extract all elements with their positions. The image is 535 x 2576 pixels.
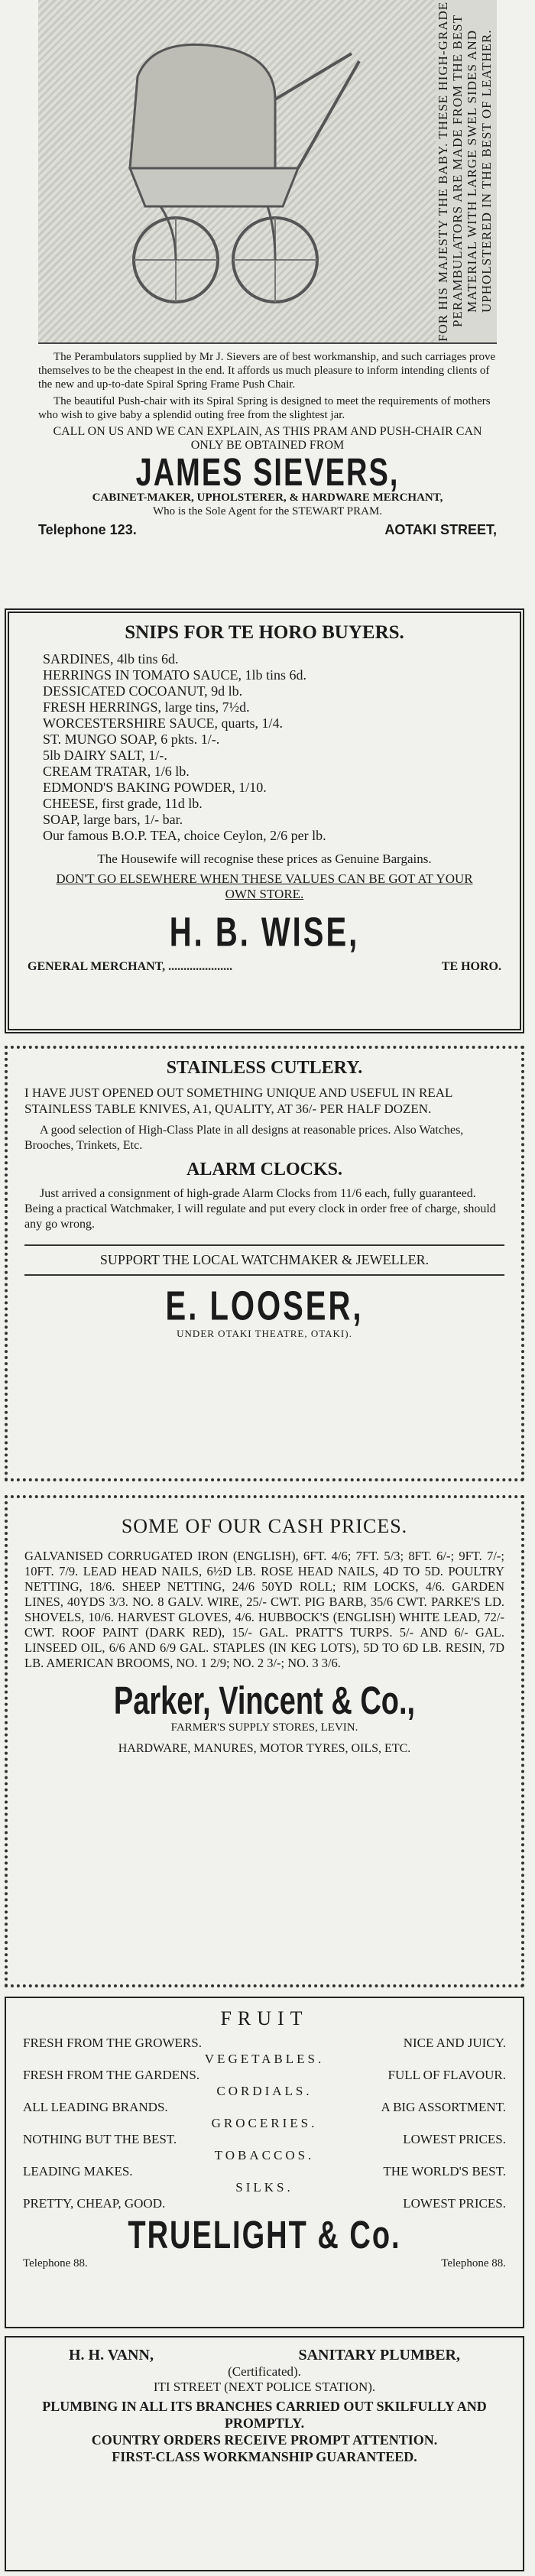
wise-item: CHEESE, first grade, 11d lb. — [43, 796, 203, 811]
parker-footer: HARDWARE, MANURES, MOTOR TYRES, OILS, ETC. — [118, 1742, 411, 1755]
truelight-row-right: A BIG ASSORTMENT. — [381, 2100, 506, 2114]
wise-item: HERRINGS IN TOMATO SAUCE, 1lb tins 6d. — [43, 667, 307, 683]
looser-plate: A good selection of High-Class Plate in all designs at reasonable prices. Also Watches, Brooches, Trinkets, Etc. — [24, 1124, 464, 1152]
vann-line-3: FIRST-CLASS WORKMANSHIP GUARANTEED. — [112, 2449, 417, 2464]
truelight-row-right: NICE AND JUICY. — [403, 2036, 506, 2050]
wise-item: ST. MUNGO SOAP, 6 pkts. 1/-. — [43, 732, 220, 747]
parker-sub: FARMER'S SUPPLY STORES, LEVIN. — [170, 1721, 358, 1734]
truelight-telephone-left: Telephone 88. — [23, 2257, 88, 2269]
sievers-name: JAMES SIEVERS, — [135, 451, 400, 495]
truelight-row-left: FRESH FROM THE GARDENS. — [23, 2068, 200, 2082]
ad-hh-vann — [5, 2336, 524, 2571]
looser-support: SUPPORT THE LOCAL WATCHMAKER & JEWELLER. — [99, 1252, 430, 1267]
looser-name: E. LOOSER, — [165, 1283, 364, 1329]
wise-note-1: The Housewife will recognise these prices as Genuine Bargains. — [97, 852, 432, 866]
truelight-name: TRUELIGHT & Co. — [128, 2214, 401, 2258]
sievers-telephone: Telephone 123. — [38, 522, 137, 537]
sievers-call: CALL ON US AND WE CAN EXPLAIN, AS THIS PRAM AND PUSH-CHAIR CAN ONLY BE OBTAINED FROM — [53, 425, 482, 452]
truelight-row-right: LOWEST PRICES. — [403, 2132, 506, 2146]
truelight-row — [23, 2035, 506, 2051]
wise-item-list — [43, 651, 501, 844]
truelight-row — [23, 2099, 506, 2115]
ad-truelight — [5, 1997, 524, 2328]
truelight-row-left: ALL LEADING BRANDS. — [23, 2100, 168, 2114]
parker-body: GALVANISED CORRUGATED IRON (ENGLISH), 6FT. 4/6; 7FT. 5/3; 8FT. 6/-; 9FT. 7/-; 10FT. 7/9. LEAD HEAD NAILS, 6½D LB. ROSE HEAD NAILS, 4D TO 5D. POULTRY NETTING, 18/6. SHEEP NETTING, 24/6 50YD ROLL; RIM LOCKS, 4/6. GARDEN LINES, 40YDS 3/3. NO. 8 GALV. WIRE, 25/- CWT. PIG BARB, 35/6 CWT. PARKE'S LD. SHOVELS, 10/6. HARVEST GLOVES, 4/6. HUBBOCK'S (ENGLISH) WHITE LEAD, 72/- CWT. ROOF PAINT (DARK RED), 15/- GAL. PRATT'S TURPS. 5/- AND 6/- GAL. LINSEED OIL, 6/6 AND 6/9 GAL. STAPLES (IN KEG LOTS), 5D TO 6D LB. RESIN, 7D LB. AMERICAN BROOMS, NO. 1 2/9; NO. 2 3/-; NO. 3 3/6. — [24, 1549, 504, 1670]
sievers-para-2: The beautiful Push-chair with its Spiral Spring is designed to meet the requirements of mothers who wish to give baby a splendid outing free from the slightest jar. — [38, 395, 491, 421]
looser-intro: I HAVE JUST OPENED OUT SOMETHING UNIQUE AND USEFUL IN REAL STAINLESS TABLE KNIVES, A1, QUALITY, AT 36/- PER HALF DOZEN. — [24, 1085, 452, 1116]
truelight-row-left: PRETTY, CHEAP, GOOD. — [23, 2196, 166, 2211]
wise-item: WORCESTERSHIRE SAUCE, quarts, 1/4. — [43, 715, 284, 731]
wise-name: H. B. WISE, — [169, 910, 360, 955]
wise-item: CREAM TRATAR, 1/6 lb. — [43, 764, 190, 779]
vann-line-1: PLUMBING IN ALL ITS BRANCHES CARRIED OUT SKILFULLY AND PROMPTLY. — [42, 2399, 487, 2431]
truelight-row-right: FULL OF FLAVOUR. — [387, 2068, 506, 2082]
wise-footer — [28, 960, 501, 974]
sievers-footer — [38, 523, 497, 537]
wise-item: SARDINES, 4lb tins 6d. — [43, 651, 179, 667]
pram-photo — [38, 0, 497, 344]
wise-item: SOAP, large bars, 1/- bar. — [43, 812, 183, 827]
wise-item: FRESH HERRINGS, large tins, 7½d. — [43, 699, 250, 715]
truelight-category: TOBACCOS. — [214, 2148, 315, 2162]
pram-illustration — [46, 8, 428, 335]
ad-hb-wise — [5, 608, 524, 1033]
truelight-heading: FRUIT — [220, 2007, 309, 2029]
wise-item: EDMOND'S BAKING POWDER, 1/10. — [43, 780, 267, 795]
truelight-row-left: LEADING MAKES. — [23, 2164, 133, 2179]
wise-item: Our famous B.O.P. TEA, choice Ceylon, 2/6 per lb. — [43, 828, 326, 843]
vann-cert: (Certificated). — [228, 2364, 301, 2379]
looser-clocks: Just arrived a consignment of high-grade Alarm Clocks from 11/6 each, fully guaranteed. Being a practical Watchmaker, I will regulate and put every clock in order free of charge, should any go wrong. — [24, 1187, 496, 1231]
truelight-row — [23, 2131, 506, 2147]
truelight-category: CORDIALS. — [216, 2084, 313, 2098]
looser-address: UNDER OTAKI THEATRE, OTAKI). — [177, 1328, 352, 1339]
sievers-agent: Who is the Sole Agent for the STEWART PRAM. — [152, 505, 383, 517]
vann-name: H. H. VANN, — [69, 2347, 154, 2363]
sievers-address: AOTAKI STREET, — [384, 522, 497, 537]
looser-rule-2 — [24, 1274, 504, 1276]
sievers-body — [38, 350, 497, 537]
ad-james-sievers — [5, 0, 524, 599]
parker-heading: SOME OF OUR CASH PRICES. — [121, 1515, 408, 1537]
truelight-row-right: THE WORLD'S BEST. — [383, 2164, 506, 2179]
wise-location: TE HORO. — [441, 960, 501, 973]
looser-rule-1 — [24, 1244, 504, 1246]
truelight-telephone-right: Telephone 88. — [441, 2257, 506, 2269]
looser-heading-2: ALARM CLOCKS. — [186, 1160, 342, 1179]
truelight-row — [23, 2163, 506, 2179]
truelight-category: SILKS. — [235, 2180, 293, 2195]
sievers-para-1: The Perambulators supplied by Mr J. Sievers are of best workmanship, and such carriages prove themselves to be the cheapest in the end. It affords us much pleasure to inform intending clients of the new and up-to-date Spiral Spring Frame Push Chair. — [38, 351, 496, 391]
wise-general-merchant: GENERAL MERCHANT, ..................... — [28, 960, 233, 973]
wise-item: DESSICATED COCOANUT, 9d lb. — [43, 683, 243, 699]
vann-address: ITI STREET (NEXT POLICE STATION). — [153, 2380, 376, 2394]
wise-note-2: DON'T GO ELSEWHERE WHEN THESE VALUES CAN BE GOT AT YOUR OWN STORE. — [56, 871, 473, 901]
truelight-row — [23, 2067, 506, 2083]
ad-parker-vincent — [5, 1495, 524, 1987]
vann-header — [23, 2347, 506, 2364]
truelight-rows — [23, 2035, 506, 2211]
truelight-category: GROCERIES. — [211, 2116, 318, 2130]
looser-heading: STAINLESS CUTLERY. — [166, 1058, 363, 1078]
ad-e-looser — [5, 1046, 524, 1481]
truelight-category: VEGETABLES. — [204, 2052, 325, 2066]
truelight-row-left: FRESH FROM THE GROWERS. — [23, 2036, 202, 2050]
wise-heading: SNIPS FOR TE HORO BUYERS. — [125, 622, 404, 643]
vann-trade: SANITARY PLUMBER, — [298, 2347, 460, 2363]
wise-item: 5lb DAIRY SALT, 1/-. — [43, 748, 167, 763]
vann-line-2: COUNTRY ORDERS RECEIVE PROMPT ATTENTION. — [91, 2432, 438, 2448]
parker-name: Parker, Vincent & Co., — [113, 1679, 416, 1724]
pram-side-caption: FOR HIS MAJESTY THE BABY. THESE HIGH-GRADE PERAMBULATORS ARE MADE FROM THE BEST MATERIAL WITH LARGE SWEL SIDES AND UPHOLSTERED IN THE BEST OF LEATHER. — [436, 1, 494, 342]
sievers-trade: CABINET-MAKER, UPHOLSTERER, & HARDWARE MERCHANT, — [92, 492, 443, 504]
truelight-row-right: LOWEST PRICES. — [403, 2196, 506, 2211]
truelight-row-left: NOTHING BUT THE BEST. — [23, 2132, 177, 2146]
